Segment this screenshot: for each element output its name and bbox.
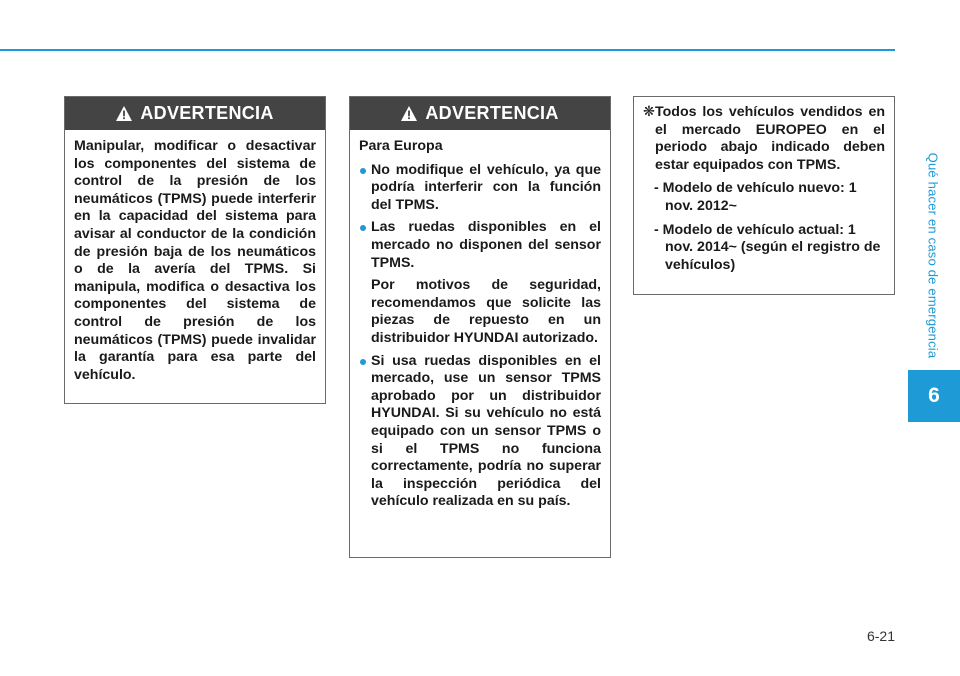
chapter-tab <box>908 370 960 422</box>
bullet-extra-text: Por motivos de seguridad, recomendamos que solicite las piezas de repuesto en un distribuidor HYUNDAI autorizado. <box>371 277 601 346</box>
bullet-text: No modifique el vehículo, ya que podría interferir con la función del TPMS. <box>371 161 601 213</box>
chapter-side-title <box>918 140 948 370</box>
warning-header <box>350 97 610 130</box>
note-mark-icon: ❋ <box>643 104 655 120</box>
warning-box-tpms-tampering <box>64 96 326 404</box>
note-content <box>634 97 894 282</box>
warning-title: ADVERTENCIA <box>140 103 274 123</box>
note-text: Todos los vehículos vendidos en el mercado EUROPEO en el periodo abajo indicado deben estar equipados con TPMS. <box>655 104 885 173</box>
bullet-item <box>359 353 601 511</box>
warning-bullet-list <box>359 162 601 511</box>
bullet-item <box>359 219 601 347</box>
warning-header <box>65 97 325 130</box>
chapter-number: 6 <box>928 384 940 407</box>
warning-content <box>350 130 610 526</box>
warning-title: ADVERTENCIA <box>425 103 559 123</box>
model-date-new: - Modelo de vehículo nuevo: 1 nov. 2012~ <box>654 180 857 214</box>
warning-box-europe <box>349 96 611 558</box>
side-title-text: Qué hacer en caso de emergencia <box>925 152 941 358</box>
model-date-current: - Modelo de vehículo actual: 1 nov. 2014~ (según el registro de vehículos) <box>654 221 881 273</box>
region-label: Para Europa <box>359 138 443 154</box>
warning-triangle-icon <box>116 106 132 121</box>
note-box <box>633 96 895 295</box>
warning-text: Manipular, modificar o desactivar los componentes del sistema de control de la presión de los neumáticos (TPMS) puede interferir en la capacidad del sistema para avisar al conductor de la condición de presión baja de los neumáticos o de la avería del TPMS. Si manipula, modifica o desactiva los componentes del sistema de control de presión de los neumáticos (TPMS) puede invalidar la garantía para esa parte del vehículo. <box>74 138 316 383</box>
note-paragraph <box>643 104 885 174</box>
bullet-text: Si usa ruedas disponibles en el mercado, use un sensor TPMS aprobado por un distribuidor HYUNDAI. Si su vehículo no está equipado con un sensor TPMS o si el TPMS no funciona correctamente, podría no superar la inspección periódica del vehículo realizada en su país. <box>371 352 601 510</box>
bullet-item <box>359 162 601 215</box>
bullet-text: Las ruedas disponibles en el mercado no disponen del sensor TPMS. <box>371 219 601 271</box>
top-rule <box>0 49 895 51</box>
warning-triangle-icon <box>401 106 417 121</box>
page-number: 6-21 <box>866 628 895 644</box>
